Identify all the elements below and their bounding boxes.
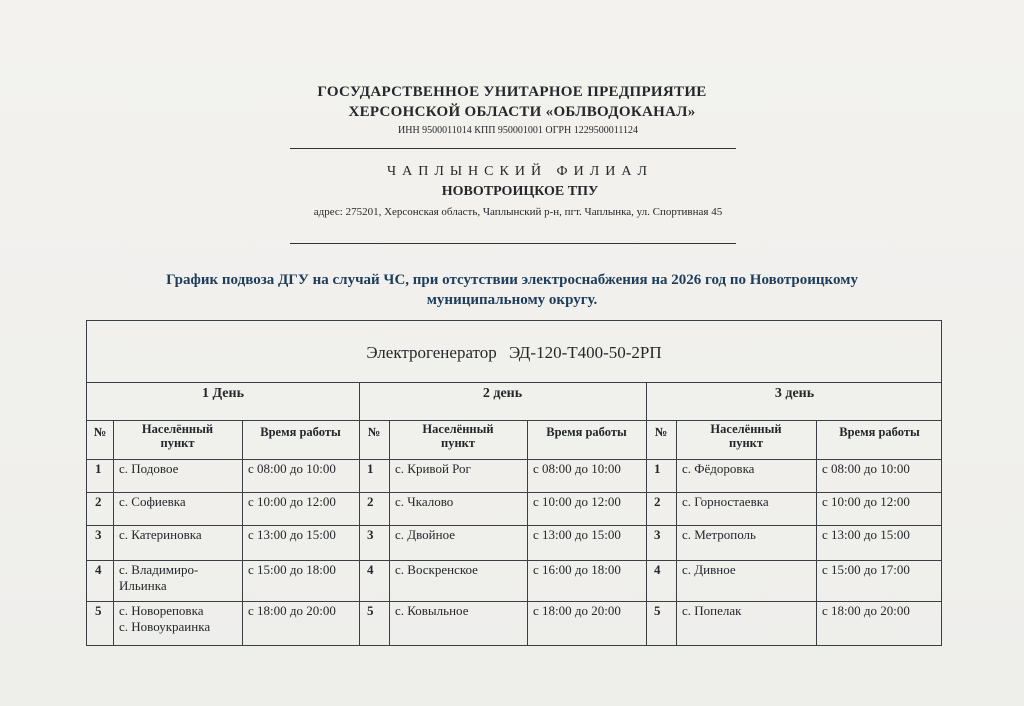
schedule-table xyxy=(86,320,942,646)
column-header-place-line2: пункт xyxy=(441,436,475,450)
branch-address: адрес: 275201, Херсонская область, Чаплынский р-н, пгт. Чаплынка, ул. Спортивная 45 xyxy=(313,206,723,218)
row-number: 3 xyxy=(654,527,661,542)
work-time: с 15:00 до 18:00 xyxy=(248,562,336,577)
settlement-name-line1: с. Горностаевка xyxy=(682,494,769,509)
column-header-time: Время работы xyxy=(839,425,920,439)
settlement-name-line1: с. Кривой Рог xyxy=(395,461,471,476)
work-time: с 16:00 до 18:00 xyxy=(533,562,621,577)
work-time: с 18:00 до 20:00 xyxy=(822,603,910,618)
work-time: с 18:00 до 20:00 xyxy=(248,603,336,618)
column-header-num: № xyxy=(93,425,107,439)
row-number: 4 xyxy=(95,562,102,577)
settlement-name-line1: с. Катериновка xyxy=(119,527,202,542)
column-header-num: № xyxy=(367,425,381,439)
day-title: 2 день xyxy=(482,386,523,401)
settlement-name xyxy=(119,461,240,477)
branch-name: ЧАПЛЫНСКИЙ ФИЛИАЛ xyxy=(387,164,653,179)
day-title: 3 день xyxy=(774,386,815,401)
column-header-place-line2: пункт xyxy=(160,436,195,450)
settlement-name-line1: с. Фёдоровка xyxy=(682,461,755,476)
settlement-name xyxy=(682,527,814,543)
work-time: с 13:00 до 15:00 xyxy=(822,527,910,542)
row-number: 2 xyxy=(95,494,102,509)
settlement-name-line2: с. Новоукраинка xyxy=(119,619,211,634)
column-header-place-line1: Населённый xyxy=(422,422,494,436)
settlement-name xyxy=(119,603,240,635)
column-header-place-line1: Населённый xyxy=(141,422,214,436)
settlement-name xyxy=(395,527,525,543)
settlement-name-line1: с. Дивное xyxy=(682,562,736,577)
work-time: с 13:00 до 15:00 xyxy=(248,527,336,542)
settlement-name-line1: с. Чкалово xyxy=(395,494,454,509)
settlement-name-line1: с. Ковыльное xyxy=(395,603,469,618)
generator-title xyxy=(87,321,941,383)
settlement-name-line1: с. Воскренское xyxy=(395,562,478,577)
column-header-place xyxy=(676,421,816,460)
generator-model: ЭД-120-Т400-50-2РП xyxy=(509,343,662,362)
work-time: с 10:00 до 12:00 xyxy=(533,494,621,509)
row-number: 5 xyxy=(654,603,661,618)
settlement-name xyxy=(119,562,240,594)
row-number: 2 xyxy=(654,494,661,509)
work-time: с 08:00 до 10:00 xyxy=(533,461,621,476)
day-title: 1 День xyxy=(202,386,244,401)
column-header-time: Время работы xyxy=(260,425,341,439)
row-number: 4 xyxy=(654,562,661,577)
settlement-name-line1: с. Метрополь xyxy=(682,527,756,542)
row-number: 1 xyxy=(95,461,102,476)
header-divider xyxy=(290,148,736,149)
column-header-num: № xyxy=(654,425,668,439)
settlement-name-line1: с. Попелак xyxy=(682,603,742,618)
settlement-name-line2: Ильинка xyxy=(119,578,167,593)
work-time: с 08:00 до 10:00 xyxy=(248,461,336,476)
settlement-name-line1: с. Софиевка xyxy=(119,494,186,509)
row-number: 3 xyxy=(95,527,102,542)
row-number: 4 xyxy=(367,562,374,577)
row-divider xyxy=(87,601,941,602)
address-divider xyxy=(290,243,736,244)
document-title-line1: График подвоза ДГУ на случай ЧС, при отсутствии электроснабжения на 2026 год по Новотроицкому xyxy=(166,272,858,288)
settlement-name-line1: с. Владимиро- xyxy=(119,562,199,577)
settlement-name xyxy=(395,603,525,619)
row-number: 5 xyxy=(367,603,374,618)
work-time: с 13:00 до 15:00 xyxy=(533,527,621,542)
row-divider xyxy=(87,560,941,561)
settlement-name xyxy=(119,527,240,543)
row-divider xyxy=(87,525,941,526)
settlement-name xyxy=(682,562,814,578)
settlement-name xyxy=(682,494,814,510)
row-number: 1 xyxy=(367,461,374,476)
org-name-line1: ГОСУДАРСТВЕННОЕ УНИТАРНОЕ ПРЕДПРИЯТИЕ xyxy=(317,84,707,100)
column-header-place-line2: пункт xyxy=(729,436,763,450)
settlement-name-line1: с. Новореповка xyxy=(119,603,204,618)
row-number: 2 xyxy=(367,494,374,509)
work-time: с 08:00 до 10:00 xyxy=(822,461,910,476)
org-name-line2: ХЕРСОНСКОЙ ОБЛАСТИ «ОБЛВОДОКАНАЛ» xyxy=(348,104,696,120)
document-title-line2: муниципальному округу. xyxy=(426,292,598,308)
days-header-row xyxy=(87,382,941,421)
row-number: 5 xyxy=(95,603,102,618)
row-divider xyxy=(87,492,941,493)
column-header-time: Время работы xyxy=(546,425,627,439)
work-time: с 18:00 до 20:00 xyxy=(533,603,621,618)
work-time: с 10:00 до 12:00 xyxy=(822,494,910,509)
column-header-place xyxy=(113,421,242,460)
tpu-name: НОВОТРОИЦКОЕ ТПУ xyxy=(441,184,599,199)
settlement-name xyxy=(395,494,525,510)
settlement-name-line1: с. Двойное xyxy=(395,527,456,542)
row-number: 1 xyxy=(654,461,661,476)
work-time: с 15:00 до 17:00 xyxy=(822,562,910,577)
column-header-place xyxy=(389,421,527,460)
settlement-name xyxy=(395,461,525,477)
settlement-name xyxy=(395,562,525,578)
row-number: 3 xyxy=(367,527,374,542)
generator-label: Электрогенератор xyxy=(366,343,497,362)
settlement-name xyxy=(682,603,814,619)
org-registration-ids: ИНН 9500011014 КПП 950001001 ОГРН 1229500011124 xyxy=(398,125,638,136)
settlement-name xyxy=(682,461,814,477)
settlement-name xyxy=(119,494,240,510)
work-time: с 10:00 до 12:00 xyxy=(248,494,336,509)
settlement-name-line1: с. Подовое xyxy=(119,461,179,476)
column-header-place-line1: Населённый xyxy=(710,422,782,436)
